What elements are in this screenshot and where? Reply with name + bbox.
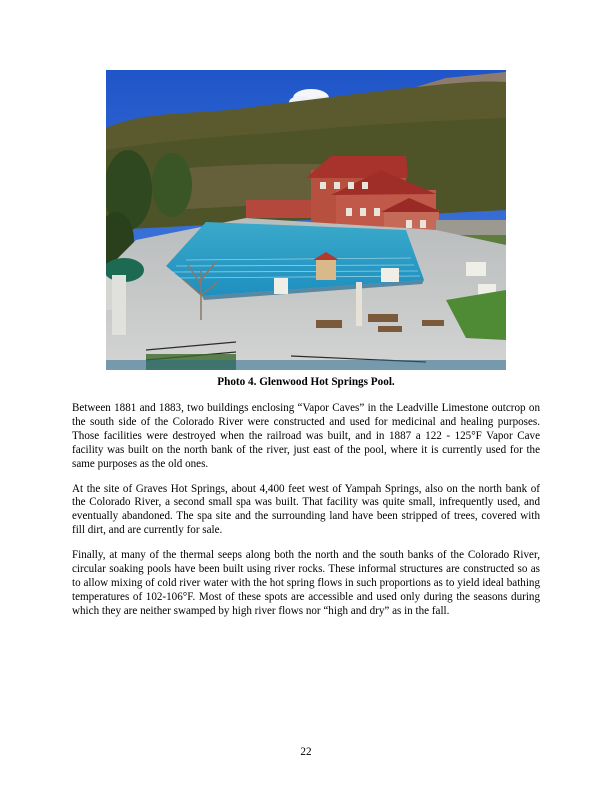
umbrella bbox=[356, 282, 362, 326]
pool-photo bbox=[106, 70, 506, 370]
paragraph-graves-hot-springs: At the site of Graves Hot Springs, about 4,400 feet west of Yampah Springs, also on the north bank of the Colorado River, a second small spa was built. That facility was quite small, infrequently used, and eventually abandoned. The spa site and the surrounding land have been stripped of trees, covered with fill dirt, and are currently for sale. bbox=[72, 482, 540, 537]
body-text bbox=[72, 402, 540, 630]
page-number: 22 bbox=[300, 746, 312, 758]
figure-caption: Photo 4. Glenwood Hot Springs Pool. bbox=[217, 376, 395, 388]
lifeguard-hut bbox=[316, 258, 336, 280]
paragraph-vapor-caves: Between 1881 and 1883, two buildings enclosing “Vapor Caves” in the Leadville Limestone outcrop on the south side of the Colorado River were constructed and used for medicinal and healing purposes. Those facilities were destroyed when the railroad was built, and in 1887 a 122 - 125°F Vapor Cave facility was built on the north bank of the river, just east of the pool, where it is currently used for the same purposes as the old ones. bbox=[72, 402, 540, 470]
paragraph-soaking-pools: Finally, at many of the thermal seeps along both the north and the south banks of the Colorado River, circular soaking pools have been built using river rocks. These informal structures are constructed so as to allow mixing of cold river water with the hot spring flows in such proportions as to yield ideal bathing temperatures of 102-106°F. Most of these spots are accessible and used only during the seasons during which they are neither swamped by high river flows nor “high and dry” as in the fall. bbox=[72, 549, 540, 617]
